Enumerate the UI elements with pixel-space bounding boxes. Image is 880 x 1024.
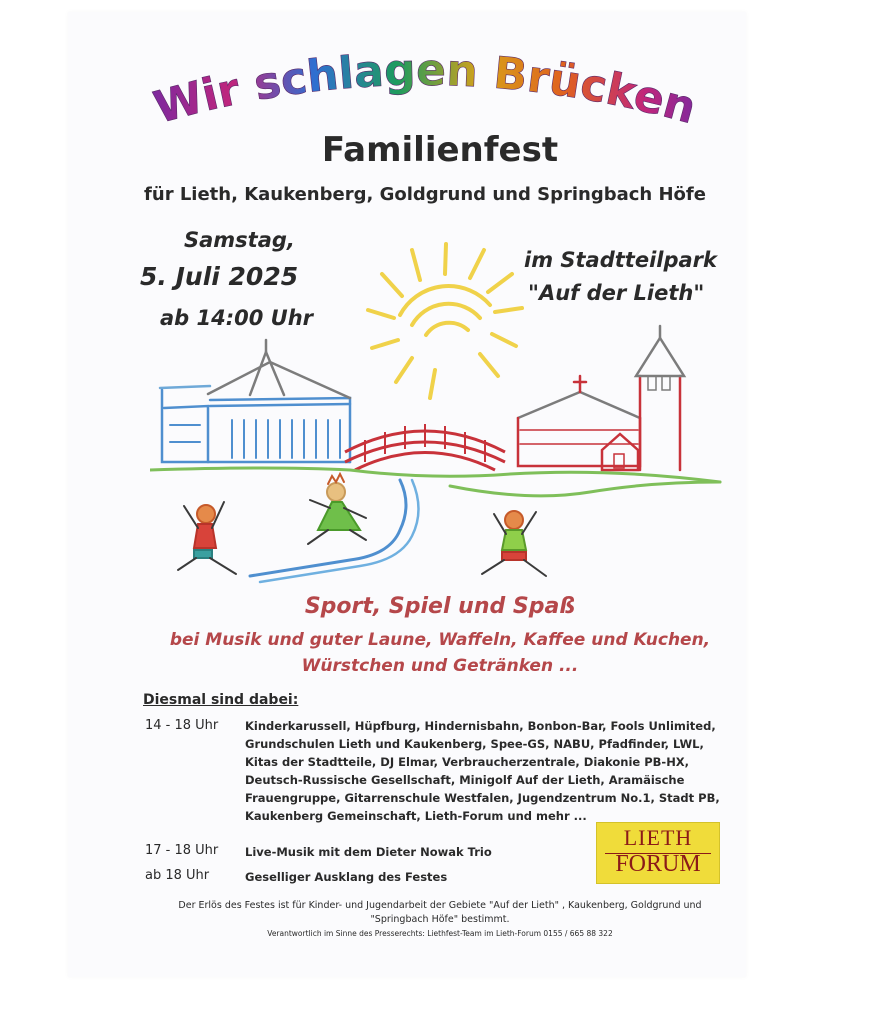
schedule-desc-line: Frauengruppe, Gitarrenschule Westfalen, Jugendzentrum No.1, Stadt PB,	[245, 791, 720, 805]
event-place-line1: im Stadtteilpark	[524, 248, 717, 272]
event-title: Familienfest	[321, 130, 559, 170]
child-figure-right	[482, 511, 546, 576]
schedule-desc-3: Geselliger Ausklang des Festes	[245, 870, 448, 884]
child-figure-left	[178, 502, 236, 574]
headline	[149, 45, 702, 134]
footer-line2: "Springbach Höfe" bestimmt.	[370, 914, 510, 925]
landscape-illustration	[150, 468, 720, 582]
tagline-line1: bei Musik und guter Laune, Waffeln, Kaffee und Kuchen,	[169, 630, 711, 650]
event-day: Samstag,	[184, 228, 295, 252]
illustration-scene	[150, 230, 730, 590]
schedule-time-3: ab 18 Uhr	[145, 868, 210, 883]
schedule-desc-1	[245, 717, 725, 825]
sun-illustration	[368, 244, 522, 398]
schedule-desc-line: Grundschulen Lieth und Kaukenberg, Spee-GS, NABU, Pfadfinder, LWL,	[245, 737, 704, 751]
logo-line2: FORUM	[615, 851, 701, 877]
schedule-desc-line: Deutsch-Russische Gesellschaft, Minigolf Auf der Lieth, Aramäische	[245, 773, 685, 787]
schedule-time-1: 14 - 18 Uhr	[145, 718, 219, 733]
bridge-illustration	[345, 424, 505, 470]
tagline-line2: Würstchen und Getränken ...	[301, 656, 579, 676]
schedule-desc-line: Kitas der Stadtteile, DJ Elmar, Verbraucherzentrale, Diakonie PB-HX,	[245, 755, 690, 769]
footer-line1: Der Erlös des Festes ist für Kinder- und Jugendarbeit der Gebiete "Auf der Lieth" , Kaukenberg, Goldgrund und	[178, 900, 702, 911]
schedule-time-2: 17 - 18 Uhr	[145, 843, 219, 858]
footer-imprint: Verantwortlich im Sinne des Presserechts: Liethfest-Team im Lieth-Forum 0155 / 665 88 322	[267, 929, 613, 938]
lieth-forum-logo	[596, 822, 720, 884]
child-figure-middle	[308, 474, 366, 544]
event-place-line2: "Auf der Lieth"	[528, 281, 705, 305]
schedule-desc-2: Live-Musik mit dem Dieter Nowak Trio	[245, 845, 492, 859]
church-illustration	[518, 326, 684, 470]
schedule-desc-line: Kaukenberg Gemeinschaft, Lieth-Forum und mehr ...	[245, 809, 587, 823]
participants-heading: Diesmal sind dabei:	[143, 692, 299, 708]
logo-line1: LIETH	[623, 825, 693, 850]
headline-arc	[120, 30, 760, 140]
headline-text: Wir schlagen Brücken	[148, 44, 702, 135]
tagline-title: Sport, Spiel und Spaß	[304, 594, 576, 619]
town-hall-illustration	[160, 340, 350, 462]
event-time: ab 14:00 Uhr	[160, 306, 314, 330]
event-date: 5. Juli 2025	[140, 262, 299, 291]
schedule-desc-line: Kinderkarussell, Hüpfburg, Hindernisbahn, Bonbon-Bar, Fools Unlimited,	[245, 719, 716, 733]
event-areas: für Lieth, Kaukenberg, Goldgrund und Springbach Höfe	[144, 184, 706, 205]
